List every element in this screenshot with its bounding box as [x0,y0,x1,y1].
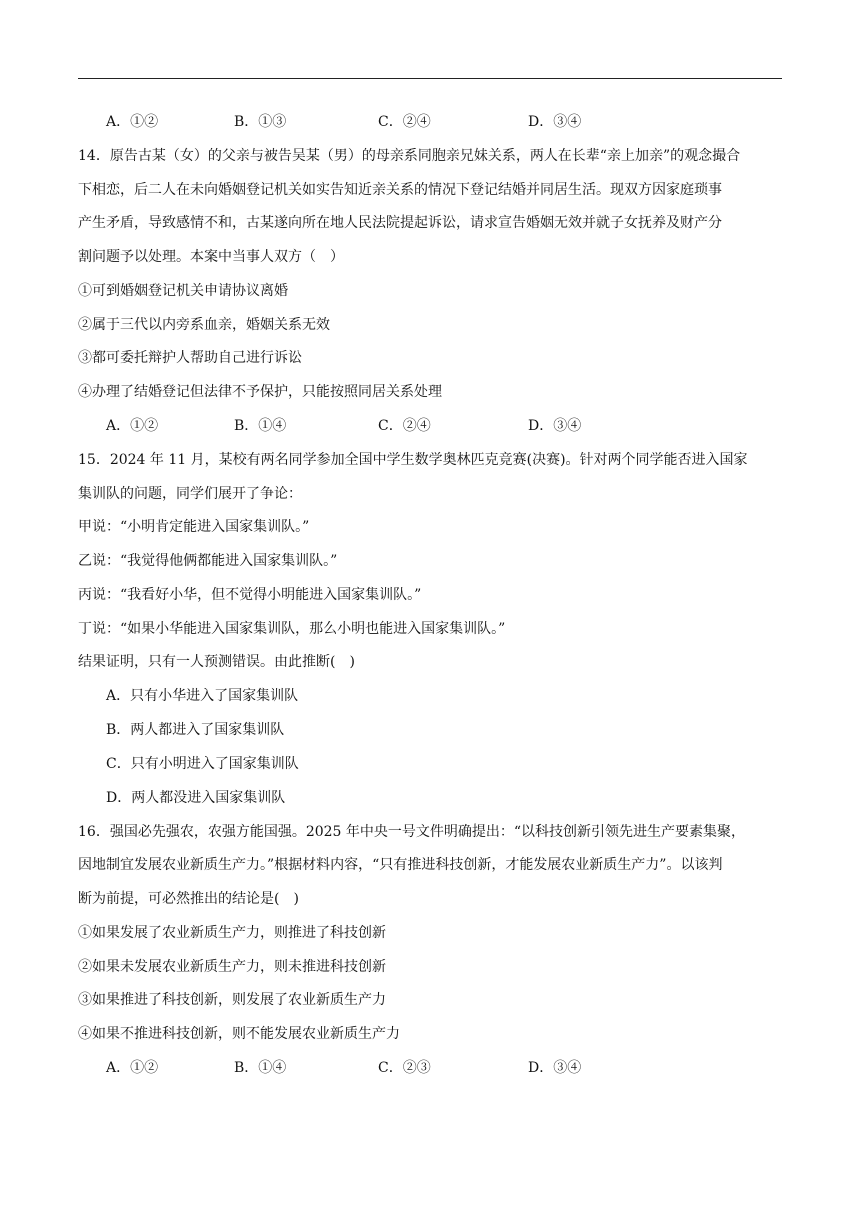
q16-stem-line: 断为前提，可必然推出的结论是( ) [78,891,299,907]
q16-item: ②如果未发展农业新质生产力，则未推进科技创新 [78,959,386,975]
q14-stem-line: 下相恋，后二人在未向婚姻登记机关如实告知近亲关系的情况下登记结婚并同居生活。现双方因家庭琐事 [78,182,722,198]
q15-choice-a[interactable]: A．只有小华进入了国家集训队 [106,688,299,704]
q14-item: ④办理了结婚登记但法律不予保护，只能按照同居关系处理 [78,384,442,400]
q15-statement: 丙说：“我看好小华，但不觉得小明能进入国家集训队。” [78,587,422,603]
q14-item: ③都可委托辩护人帮助自己进行诉讼 [78,350,302,366]
q16-option-c[interactable]: C．②③ [378,1060,431,1076]
q13-option-d[interactable]: D．③④ [528,114,582,130]
q15-statement: 乙说：“我觉得他俩都能进入国家集训队。” [78,553,338,569]
q15-stem-line: 集训队的问题，同学们展开了争论： [78,486,302,502]
q16-stem-line: 因地制宜发展农业新质生产力。”根据材料内容，“只有推进科技创新，才能发展农业新质生产力”。以该判 [78,857,723,873]
q15-conclusion: 结果证明，只有一人预测错误。由此推断( ) [78,654,355,670]
q14-stem-line: 割问题予以处理。本案中当事人双方（ ） [78,249,344,265]
q16-item: ①如果发展了农业新质生产力，则推进了科技创新 [78,925,386,941]
q15-choice-c[interactable]: C．只有小明进入了国家集训队 [106,756,299,772]
q14-option-b[interactable]: B．①④ [234,418,287,434]
q15-choice-d[interactable]: D．两人都没进入国家集训队 [106,790,286,806]
q14-stem-line: 14．原告古某（女）的父亲与被告吴某（男）的母亲系同胞亲兄妹关系，两人在长辈“亲上加亲”的观念撮合 [78,148,741,164]
q14-option-a[interactable]: A．①② [106,418,159,434]
q14-item: ②属于三代以内旁系血亲，婚姻关系无效 [78,317,330,333]
q16-option-b[interactable]: B．①④ [234,1060,287,1076]
q14-item: ①可到婚姻登记机关申请协议离婚 [78,283,288,299]
q13-option-c[interactable]: C．②④ [378,114,431,130]
q16-stem-line: 16．强国必先强农，农强方能国强。2025 年中央一号文件明确提出：“以科技创新引领先进生产要素集聚， [78,824,746,840]
q14-option-c[interactable]: C．②④ [378,418,431,434]
q16-item: ④如果不推进科技创新，则不能发展农业新质生产力 [78,1026,400,1042]
q14-option-d[interactable]: D．③④ [528,418,582,434]
q16-option-a[interactable]: A．①② [106,1060,159,1076]
q16-item: ③如果推进了科技创新，则发展了农业新质生产力 [78,992,386,1008]
q13-option-b[interactable]: B．①③ [234,114,287,130]
q14-stem-line: 产生矛盾，导致感情不和，古某遂向所在地人民法院提起诉讼，请求宣告婚姻无效并就子女抚养及财产分 [78,215,722,231]
q16-option-d[interactable]: D．③④ [528,1060,582,1076]
q15-choice-b[interactable]: B．两人都进入了国家集训队 [106,722,285,738]
header-rule [78,78,782,79]
q15-stem-line: 15．2024 年 11 月，某校有两名同学参加全国中学生数学奥林匹克竞赛(决赛)。针对两个同学能否进入国家 [78,452,748,468]
q15-statement: 甲说：“小明肯定能进入国家集训队。” [78,519,310,535]
q15-statement: 丁说：“如果小华能进入国家集训队，那么小明也能进入国家集训队。” [78,621,506,637]
q13-option-a[interactable]: A．①② [106,114,159,130]
